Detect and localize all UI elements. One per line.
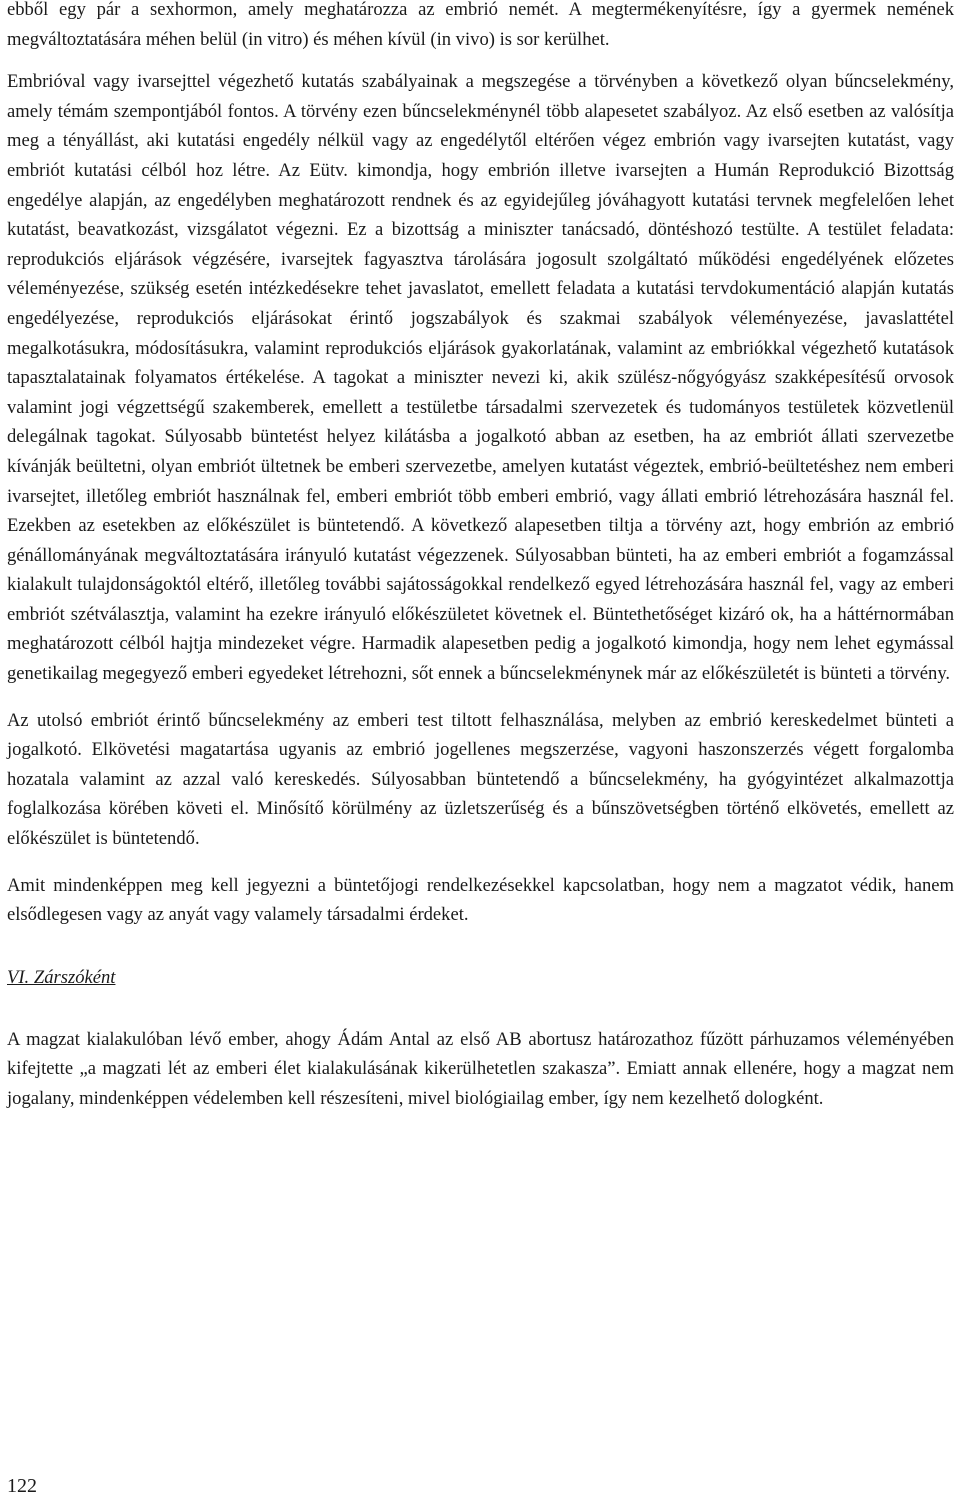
paragraph-4: Amit mindenképpen meg kell jegyezni a büntetőjogi rendelkezésekkel kapcsolatban, hogy nem a magzatot védik, hanem elsődlegesen vagy az anyát vagy valamely társadalmi érdeket.: [7, 874, 954, 926]
page-number: 122: [7, 1475, 37, 1497]
paragraph-1: ebből egy pár a sexhormon, amely meghatározza az embrió nemét. A megtermékenyítésre, így a gyermek nemének megváltoztatására méhen belül (in vitro) és méhen kívül (in vivo) is sor kerülhet.: [7, 0, 954, 50]
closing-paragraph: A magzat kialakulóban lévő ember, ahogy Ádám Antal az első AB abortusz határozathoz fűzött párhuzamos véleményében kifejtette „a magzati lét az emberi élet kialakulásának kikerülhetetlen szakasza”. Emiatt annak ellenére, hogy a magzat nem jogalany, mindenképpen védelemben kell részesíteni, mivel biológiailag ember, így nem kezelhető dologként.: [7, 1028, 954, 1109]
paragraph-3: Az utolsó embriót érintő bűncselekmény az emberi test tiltott felhasználása, melyben az embrió kereskedelmet bünteti a jogalkotó. Elkövetési magatartása ugyanis az embrió jogellenes megszerzése, vagyoni haszonszerzés végett forgalomba hozatala valamint az azzal való kereskedés. Súlyosabban büntetendő a bűncselekmény, ha gyógyintézet alkalmazottja foglalkozása körében követi el. Minősítő körülmény az üzletszerűség és a bűnszövetségben történő elkövetés, emellett az előkészület is büntetendő.: [7, 709, 954, 850]
section-heading: VI. Zárszóként: [7, 966, 116, 988]
paragraph-2: Embrióval vagy ivarsejttel végezhető kutatás szabályainak a megszegése a törvényben a következő olyan bűncselekmény, amely témám szempontjából fontos. A törvény ezen bűncselekménynél több alapesetet szabályoz. Az első esetben az valósítja meg a tényállást, aki kutatási engedély nélkül vagy az engedélytől eltérően végez embrión vagy ivarsejten kutatást, vagy embriót kutatási célból hoz létre. Az Eütv. kimondja, hogy embrión illetve ivarsejten a Humán Reprodukció Bizottság engedélye alapján, az engedélyben meghatározott rendnek és az egyidejűleg jóváhagyott kutatási tervnek megfelelően lehet kutatást, beavatkozást, vizsgálatot végezni. Ez a bizottság a miniszter tanácsadó, döntéshozó testülte. A testület feladata: reprodukciós eljárások végzésére, ivarsejtek fagyasztva tárolására jogosult szolgáltató működési engedélyének előzetes véleményezése, szükség esetén intézkedésekre tehet javaslatot, emellett feladata a kutatási tervdokumentáció alapján kutatás engedélyezése, reprodukciós eljárásokat érintő jogszabályok és szakmai szabályok véleményezése, javaslattétel megalkotásukra, módosításukra, valamint reprodukciós eljárások gyakorlatának, valamint az embriókkal végezhető kutatások tapasztalatainak folyamatos értékelése. A tagokat a miniszter nevezi ki, akik szülész-nőgyógyász szakképesítésű orvosok valamint jogi végzettségű szakemberek, emellett a testületbe társadalmi szervezetek és tudományos testületek közvetlenül delegálnak tagokat. Súlyosabb büntetést helyez kilátásba a jogalkotó abban az esetben, ha az embriót állati szervezetbe kívánják beültetni, olyan embriót ültetnek be emberi szervezetbe, amelyen kutatást végeztek, embrió-beültetéshez nem emberi ivarsejtet, illetőleg embriót használnak fel, emberi embriót több emberi embrió, vagy állati embrió létrehozására használ fel. Ezekben az esetekben az előkészület is büntetendő. A következő alapesetben tiltja a törvény azt, hogy embrión az embrió génállományának megváltoztatására irányuló kutatást végezzenek. Súlyosabban bünteti, ha az emberi embriót a fogamzással kialakult tulajdonságoktól eltérő, illetőleg további sajátosságokkal rendelkező egyed létrehozására használ fel, vagy az emberi embriót szétválasztja, valamint ha ezekre irányuló előkészületet követnek el. Büntethetőséget kizáró ok, ha a háttérnormában meghatározott célból hajtja mindezeket végre. Harmadik alapesetben pedig a jogalkotó kimondja, hogy nem lehet egymással genetikailag megegyező emberi egyedeket létrehozni, sőt ennek a bűncselekménynek már az előkészületét is bünteti a törvény.: [7, 71, 954, 685]
document-page: [7, 0, 954, 1114]
